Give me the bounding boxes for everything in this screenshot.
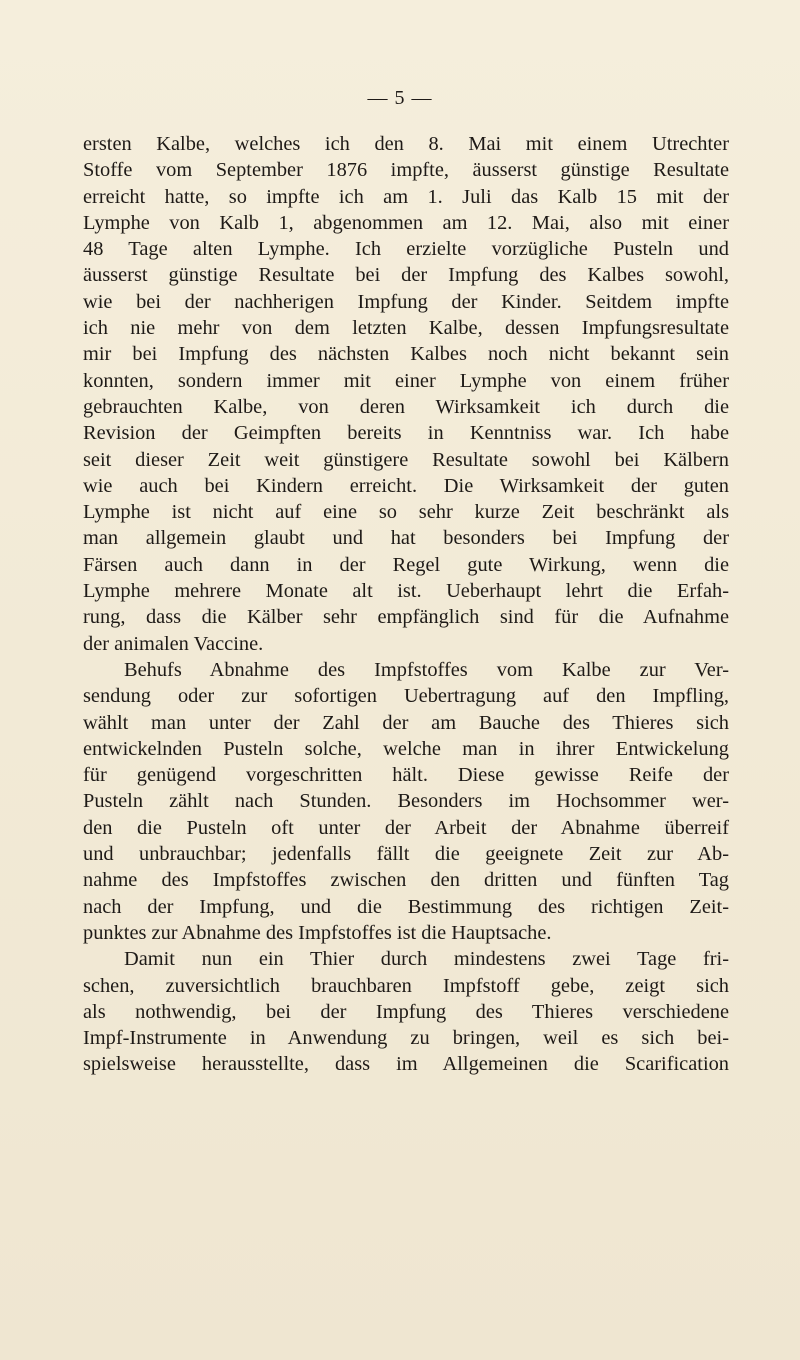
text-line: Behufs Abnahme des Impfstoffes vom Kalbe zur Ver-: [124, 658, 729, 681]
text-line: wählt man unter der Zahl der am Bauche des Thieres sich: [83, 711, 729, 734]
text-line: wie auch bei Kindern erreicht. Die Wirksamkeit der guten: [83, 474, 729, 497]
page-number: — 5 —: [367, 87, 433, 109]
text-line: gebrauchten Kalbe, von deren Wirksamkeit ich durch die: [83, 395, 729, 418]
text-line: rung, dass die Kälber sehr empfänglich sind für die Aufnahme: [83, 606, 729, 629]
text-line: den die Pusteln oft unter der Arbeit der Abnahme überreif: [83, 816, 729, 839]
text-line: spielsweise herausstellte, dass im Allgemeinen die Scarification: [83, 1053, 729, 1076]
text-line: 48 Tage alten Lymphe. Ich erzielte vorzügliche Pusteln und: [83, 238, 729, 261]
text-line: punktes zur Abnahme des Impfstoffes ist die Hauptsache.: [83, 921, 552, 944]
text-line: sendung oder zur sofortigen Uebertragung auf den Impfling,: [83, 685, 729, 708]
text-line: ersten Kalbe, welches ich den 8. Mai mit einem Utrechter: [83, 133, 729, 155]
text-line: Lymphe von Kalb 1, abgenommen am 12. Mai, also mit einer: [83, 211, 729, 234]
text-line: schen, zuversichtlich brauchbaren Impfstoff gebe, zeigt sich: [83, 974, 729, 997]
text-line: nahme des Impfstoffes zwischen den dritten und fünften Tag: [83, 869, 729, 892]
text-line: Damit nun ein Thier durch mindestens zwei Tage fri-: [124, 948, 729, 971]
text-line: wie bei der nachherigen Impfung der Kinder. Seitdem impfte: [83, 290, 729, 313]
text-line: Stoffe vom September 1876 impfte, äusserst günstige Resultate: [83, 159, 729, 182]
text-line: für genügend vorgeschritten hält. Diese gewisse Reife der: [83, 764, 729, 787]
text-line: Impf-Instrumente in Anwendung zu bringen, weil es sich bei-: [83, 1027, 729, 1050]
text-line: man allgemein glaubt und hat besonders bei Impfung der: [83, 527, 729, 550]
text-line: und unbrauchbar; jedenfalls fällt die geeignete Zeit zur Ab-: [83, 843, 729, 866]
text-line: äusserst günstige Resultate bei der Impfung des Kalbes sowohl,: [83, 264, 729, 287]
text-line: Lymphe ist nicht auf eine so sehr kurze Zeit beschränkt als: [83, 501, 729, 524]
text-line: erreicht hatte, so impfte ich am 1. Juli das Kalb 15 mit der: [83, 185, 729, 208]
text-line: als nothwendig, bei der Impfung des Thieres verschiedene: [83, 1000, 729, 1023]
text-line: Revision der Geimpften bereits in Kenntniss war. Ich habe: [83, 422, 729, 445]
text-line: der animalen Vaccine.: [83, 632, 264, 655]
text-line: nach der Impfung, und die Bestimmung des richtigen Zeit-: [83, 895, 729, 918]
body-text: [83, 131, 729, 1078]
text-line: ich nie mehr von dem letzten Kalbe, dessen Impfungsresultate: [83, 317, 729, 340]
text-line: entwickelnden Pusteln solche, welche man in ihrer Entwickelung: [83, 737, 729, 760]
text-line: seit dieser Zeit weit günstigere Resultate sowohl bei Kälbern: [83, 448, 729, 471]
text-line: mir bei Impfung des nächsten Kalbes noch nicht bekannt sein: [83, 343, 729, 366]
text-line: Färsen auch dann in der Regel gute Wirkung, wenn die: [83, 553, 729, 576]
text-line: Pusteln zählt nach Stunden. Besonders im Hochsommer wer-: [83, 790, 729, 813]
text-line: Lymphe mehrere Monate alt ist. Ueberhaupt lehrt die Erfah-: [83, 580, 729, 603]
text-line: konnten, sondern immer mit einer Lymphe von einem früher: [83, 369, 729, 392]
